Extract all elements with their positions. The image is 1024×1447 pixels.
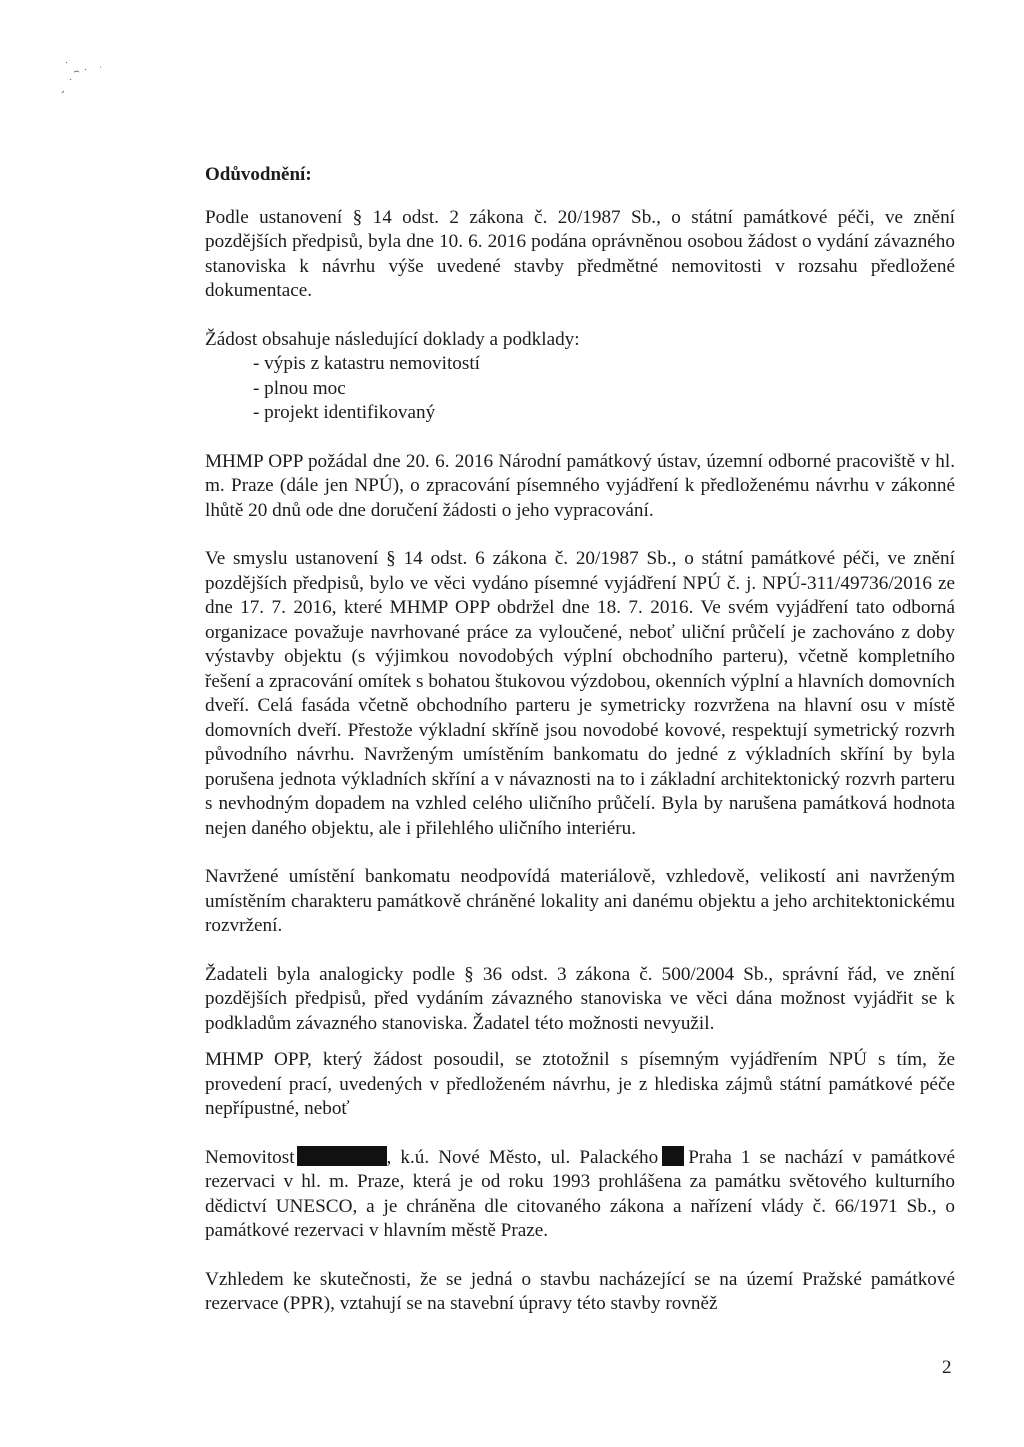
attachments-intro: Žádost obsahuje následující doklady a podklady: [205,328,580,350]
paragraph-ppr: Vzhledem ke skutečnosti, že se jedná o stavbu nacházející se na území Pražské památkové rezervace (PPR), vztahují se na stavební úpravy této stavby rovněž [205,1268,955,1314]
list-item: - projekt identifikovaný [253,402,436,423]
scan-speckle-marks [30,45,120,105]
property-text-mid: , k.ú. Nové Město, ul. Palackého [386,1146,659,1168]
property-text-end: Praha 1 se nachází v památkové rezervaci v hl. m. Praze, která je od roku 1993 prohlášena za památku světového kulturního dědictví UNESCO, a je chráněna dle citovaného zákona a nařízení vlády č. 66/1971 Sb., o památkové rezervaci v hlavním městě Praze. [205,1146,955,1241]
list-item: - výpis z katastru nemovitostí [253,353,481,374]
document-body [205,163,955,1341]
section-heading: Odůvodnění: [205,164,312,185]
paragraph-property [205,1146,955,1244]
paragraph-mhmp-decision: MHMP OPP, který žádost posoudil, se ztotožnil s písemným vyjádřením NPÚ s tím, že provedení prací, uvedených v předloženém návrhu, je z hlediska zájmů státní památkové péče nepřípustné, neboť [205,1049,955,1119]
redaction-block [297,1146,387,1166]
paragraph-npu-request: MHMP OPP požádal dne 20. 6. 2016 Národní památkový ústav, územní odborné pracoviště v hl. m. Praze (dále jen NPÚ), o zpracování písemného vyjádření k předloženému návrhu v zákonné lhůtě 20 dnů ode dne doručení žádosti o jeho vypracování. [205,450,955,521]
property-text-start: Nemovitost [205,1146,295,1168]
redaction-block [662,1146,684,1166]
paragraph-applicant-notice: Žadateli byla analogicky podle § 36 odst. 3 zákona č. 500/2004 Sb., správní řád, ve znění pozdějších předpisů, před vydáním závazného stanoviska ve věci dána možnost vyjádřit se k podkladům závazného stanoviska. Žadatel této možnosti nevyužil. [205,963,955,1034]
paragraph-npu-statement: Ve smyslu ustanovení § 14 odst. 6 zákona č. 20/1987 Sb., o státní památkové péči, ve znění pozdějších předpisů, bylo ve věci vydáno písemné vyjádření NPÚ č. j. NPÚ-311/49736/2016 ze dne 17. 7. 2016, které MHMP OPP obdržel dne 18. 7. 2016. Ve svém vyjádření tato odborná organizace považuje navrhované práce za vyloučené, neboť uliční průčelí je zachováno z doby výstavby objektu (s výjimkou novodobých výplní obchodního parteru), včetně kompletního řešení a zpracování omítek s bohatou štukovou výzdobou, okenních výplní a hlavních domovních dveří. Celá fasáda včetně obchodního parteru je symetricky rozvržena na hlavní osu v místě domovních dveří. Přestože výkladní skříně jsou novodobé kovové, respektují symetrický rozvrh původního návrhu. Navrženým umístěním bankomatu do jedné z výkladních skříní by byla porušena jednota výkladních skříní a v návaznosti na to i základní architektonický rozvrh parteru s nevhodným dopadem na vzhled celého uličního průčelí. Byla by narušena památková hodnota nejen daného objektu, ale i přilehlého uličního interiéru. [205,548,955,839]
paragraph-request: Podle ustanovení § 14 odst. 2 zákona č. 20/1987 Sb., o státní památkové péči, ve znění pozdějších předpisů, byla dne 10. 6. 2016 podána oprávněnou osobou žádost o vydání závazného stanoviska k návrhu výše uvedené stavby předmětné nemovitosti v rozsahu předložené dokumentace. [205,206,955,301]
page-number: 2 [942,1357,952,1378]
attachments-list [205,352,955,426]
list-item: - plnou moc [253,377,346,399]
paragraph-atm-placement: Navržené umístění bankomatu neodpovídá materiálově, vzhledově, velikostí ani navrženým umístěním charakteru památkově chráněné lokality ani danému objektu a jeho architektonickému rozvržení. [205,866,955,936]
